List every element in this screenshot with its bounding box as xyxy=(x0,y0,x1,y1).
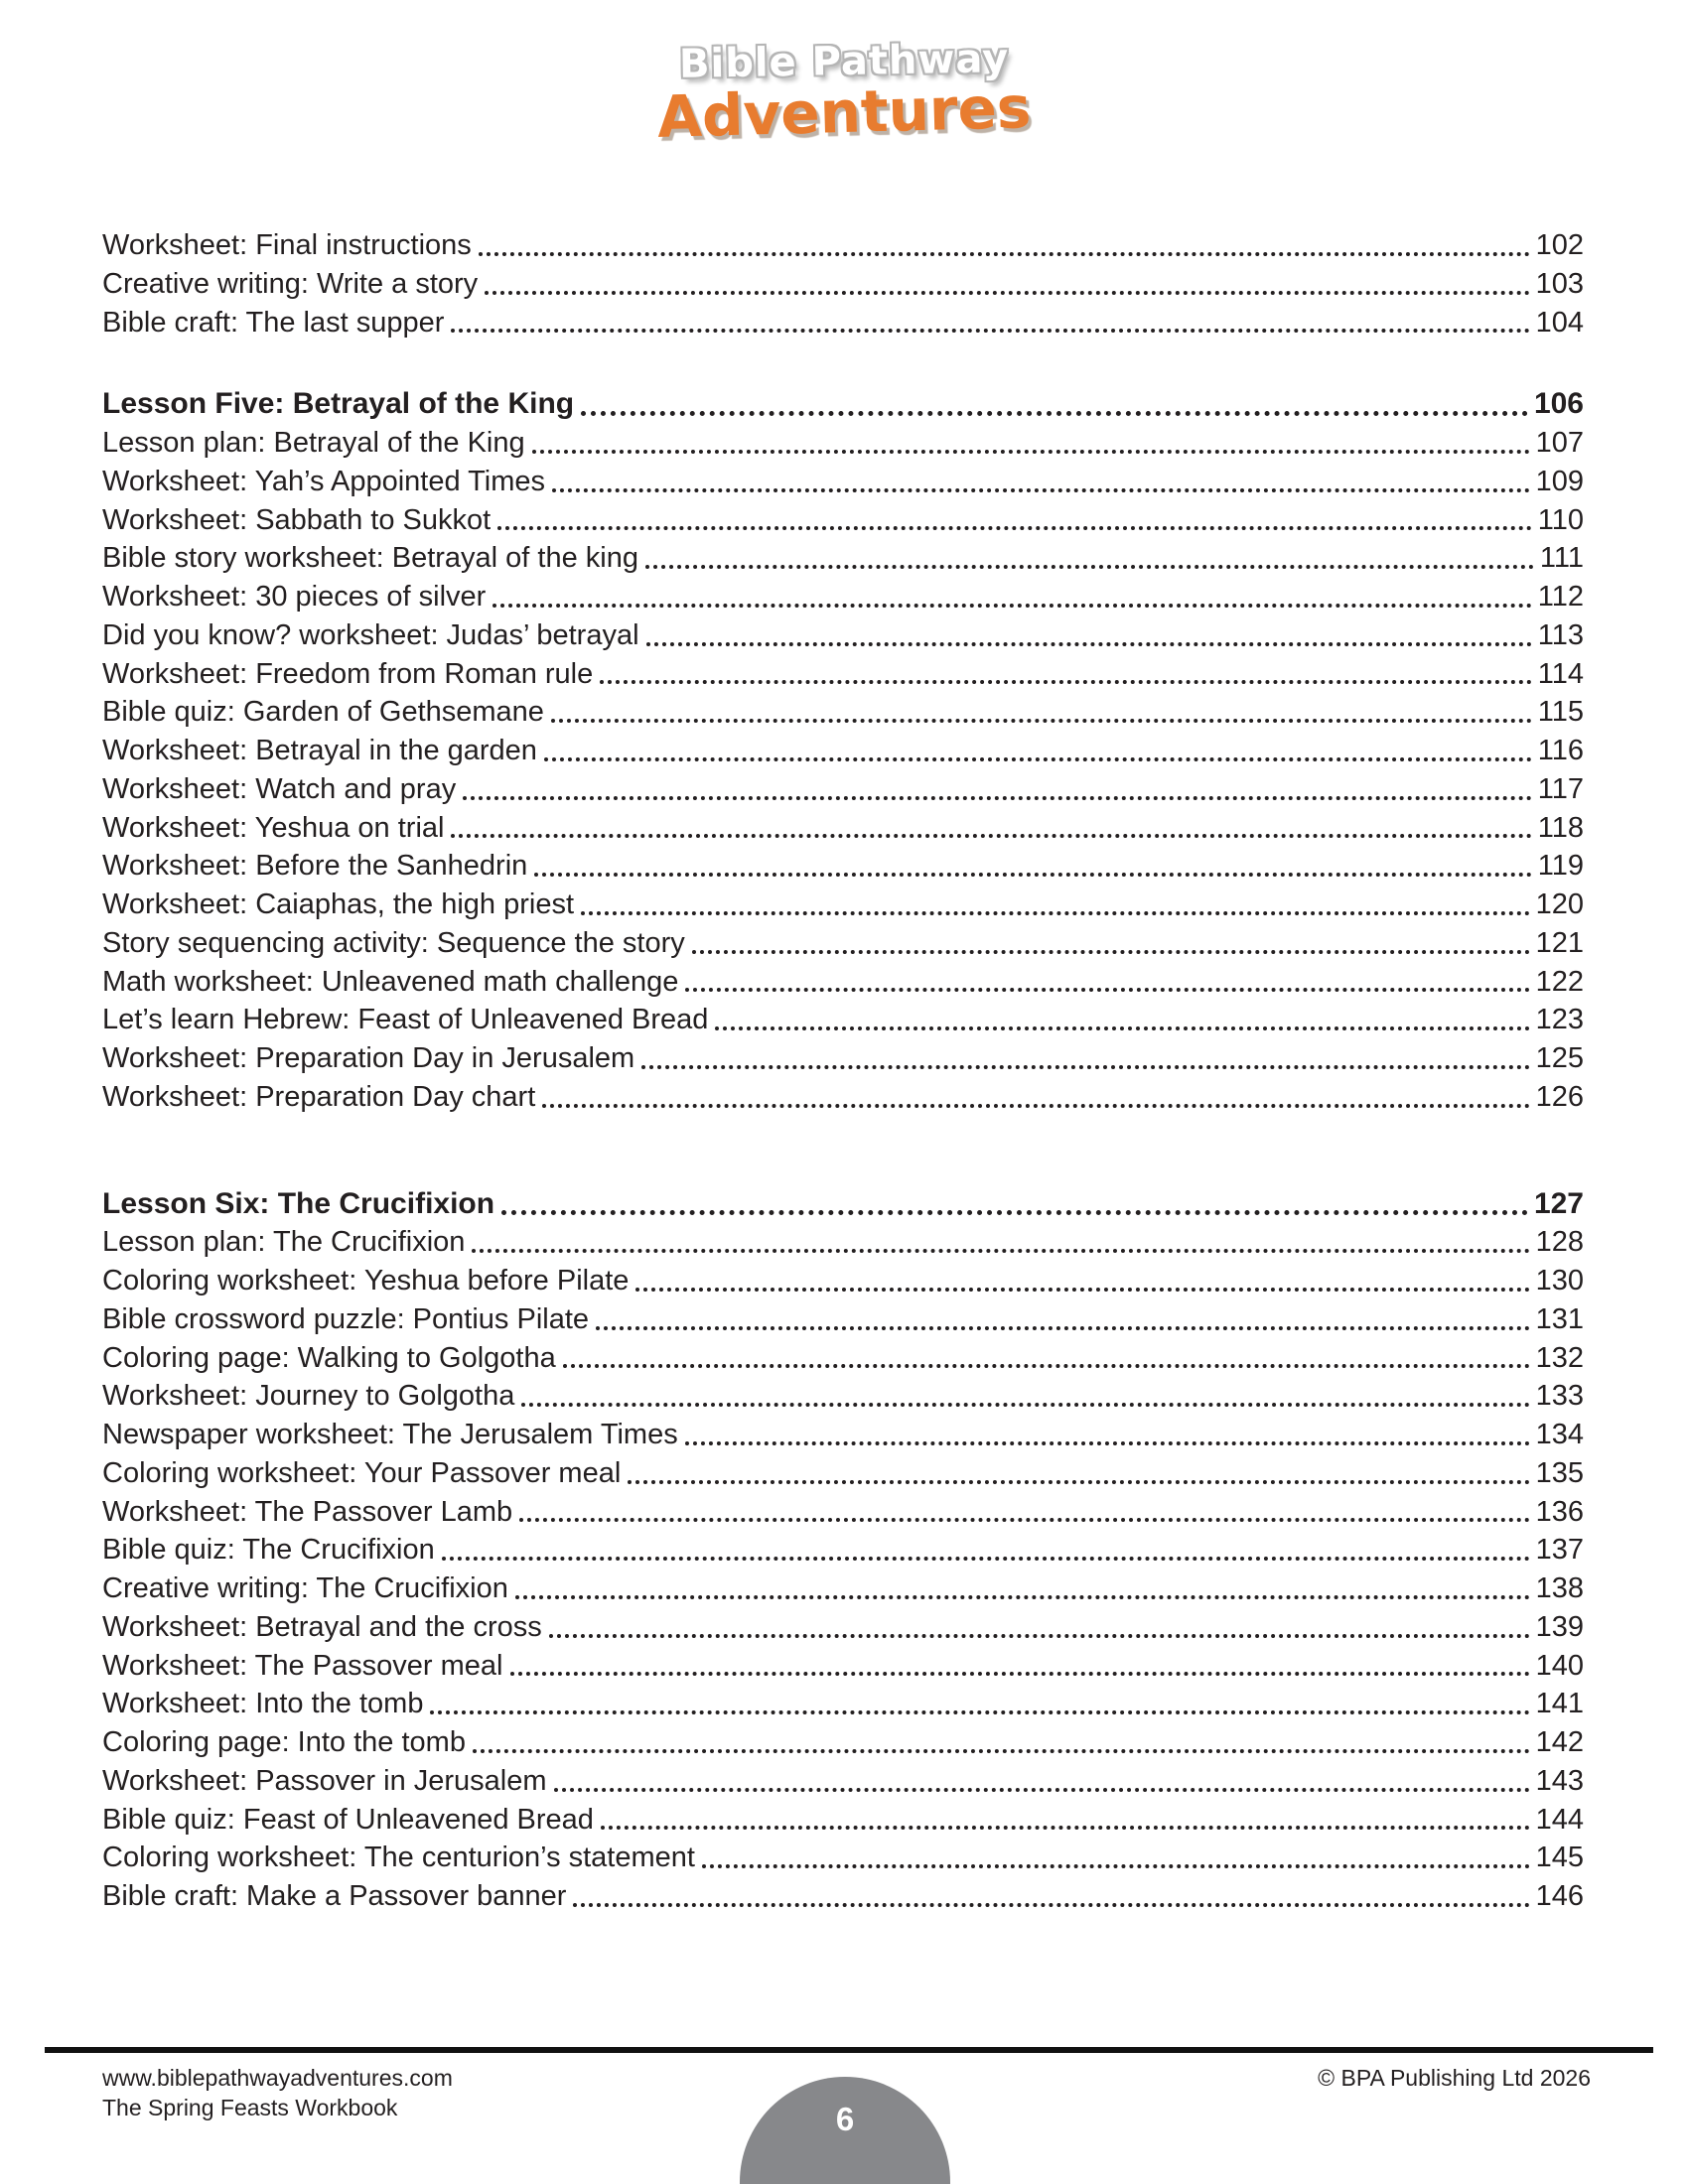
dot-leader xyxy=(692,950,1530,954)
footer-left xyxy=(102,2063,453,2122)
entry-title: Worksheet: Final instructions xyxy=(102,229,472,261)
dot-leader xyxy=(702,1864,1530,1868)
toc-entry[interactable] xyxy=(102,770,1584,809)
toc-entry[interactable] xyxy=(102,963,1584,1002)
entry-page-number: 111 xyxy=(1539,542,1584,575)
entry-page-number: 121 xyxy=(1535,926,1584,959)
entry-title: Worksheet: The Passover meal xyxy=(102,1649,503,1682)
dot-leader xyxy=(600,680,1532,684)
dot-leader xyxy=(685,1441,1530,1445)
toc-entry[interactable] xyxy=(102,1608,1584,1647)
toc-section xyxy=(102,1185,1584,1916)
entry-page-number: 125 xyxy=(1535,1042,1584,1074)
entry-page-number: 145 xyxy=(1535,1842,1584,1874)
toc-entry[interactable] xyxy=(102,886,1584,924)
dot-leader xyxy=(473,1749,1530,1753)
entry-page-number: 118 xyxy=(1537,811,1584,844)
footer-workbook-title: The Spring Feasts Workbook xyxy=(102,2095,398,2120)
toc-section-heading[interactable] xyxy=(102,385,1584,424)
entry-page-number: 127 xyxy=(1533,1186,1584,1220)
dot-leader xyxy=(497,526,1532,530)
entry-title: Lesson Six: The Crucifixion xyxy=(102,1186,495,1220)
entry-title: Creative writing: The Crucifixion xyxy=(102,1572,508,1604)
dot-leader xyxy=(581,411,1528,416)
toc-entry[interactable] xyxy=(102,265,1584,304)
toc-entry[interactable] xyxy=(102,1078,1584,1117)
toc-section xyxy=(102,226,1584,341)
entry-title: Story sequencing activity: Sequence the story xyxy=(102,926,685,959)
toc-entry[interactable] xyxy=(102,847,1584,886)
entry-page-number: 114 xyxy=(1537,657,1584,690)
entry-page-number: 143 xyxy=(1535,1764,1584,1797)
footer-copyright: © BPA Publishing Ltd 2026 xyxy=(1318,2065,1591,2091)
dot-leader xyxy=(573,1903,1529,1907)
entry-page-number: 116 xyxy=(1537,735,1584,766)
toc-entry[interactable] xyxy=(102,1801,1584,1840)
toc-entry[interactable] xyxy=(102,463,1584,501)
entry-title: Worksheet: Freedom from Roman rule xyxy=(102,657,594,690)
dot-leader xyxy=(521,1403,1529,1407)
entry-title: Coloring page: Into the tomb xyxy=(102,1726,466,1758)
entry-page-number: 142 xyxy=(1535,1726,1584,1758)
entry-page-number: 120 xyxy=(1535,888,1584,920)
dot-leader xyxy=(563,1364,1530,1368)
toc-entry[interactable] xyxy=(102,1223,1584,1262)
toc-entry[interactable] xyxy=(102,1416,1584,1454)
entry-page-number: 144 xyxy=(1535,1803,1584,1836)
toc-entry[interactable] xyxy=(102,1570,1584,1608)
entry-page-number: 115 xyxy=(1537,696,1584,729)
entry-title: Did you know? worksheet: Judas’ betrayal xyxy=(102,618,639,651)
entry-title: Bible story worksheet: Betrayal of the king xyxy=(102,542,638,575)
entry-title: Bible crossword puzzle: Pontius Pilate xyxy=(102,1302,590,1335)
toc-entry[interactable] xyxy=(102,1454,1584,1493)
toc-entry[interactable] xyxy=(102,1839,1584,1877)
toc-entry[interactable] xyxy=(102,1877,1584,1916)
entry-title: Lesson plan: Betrayal of the King xyxy=(102,427,525,459)
toc-entry[interactable] xyxy=(102,1339,1584,1378)
toc-entry[interactable] xyxy=(102,732,1584,770)
entry-title: Worksheet: The Passover Lamb xyxy=(102,1495,513,1528)
toc-entry[interactable] xyxy=(102,1685,1584,1723)
page-number-value: 6 xyxy=(835,2101,855,2137)
dot-leader xyxy=(628,1480,1529,1484)
entry-page-number: 132 xyxy=(1535,1341,1584,1374)
toc-entry[interactable] xyxy=(102,578,1584,616)
toc-entry[interactable] xyxy=(102,1531,1584,1570)
dot-leader xyxy=(492,604,1531,608)
entry-title: Bible craft: Make a Passover banner xyxy=(102,1880,567,1912)
entry-title: Worksheet: Yah’s Appointed Times xyxy=(102,465,546,497)
toc-entry[interactable] xyxy=(102,226,1584,265)
toc-entry[interactable] xyxy=(102,1493,1584,1532)
entry-title: Worksheet: Caiaphas, the high priest xyxy=(102,888,575,920)
entry-page-number: 131 xyxy=(1535,1302,1584,1335)
toc-entry[interactable] xyxy=(102,1001,1584,1039)
entry-page-number: 113 xyxy=(1537,618,1584,651)
entry-title: Worksheet: Yeshua on trial xyxy=(102,811,445,844)
entry-page-number: 117 xyxy=(1537,772,1584,805)
dot-leader xyxy=(510,1672,1530,1676)
entry-title: Coloring worksheet: Yeshua before Pilate xyxy=(102,1265,630,1297)
entry-page-number: 137 xyxy=(1535,1534,1584,1567)
dot-leader xyxy=(451,329,1529,333)
toc-entry[interactable] xyxy=(102,424,1584,463)
entry-page-number: 141 xyxy=(1535,1688,1584,1720)
toc-entry[interactable] xyxy=(102,924,1584,963)
dot-leader xyxy=(715,1026,1529,1030)
entry-page-number: 133 xyxy=(1535,1380,1584,1413)
entry-title: Worksheet: Sabbath to Sukkot xyxy=(102,503,492,536)
entry-title: Lesson plan: The Crucifixion xyxy=(102,1226,466,1259)
entry-page-number: 122 xyxy=(1535,965,1584,998)
entry-page-number: 123 xyxy=(1535,1004,1584,1036)
dot-leader xyxy=(645,565,1534,569)
dot-leader xyxy=(581,911,1530,915)
entry-page-number: 130 xyxy=(1535,1265,1584,1297)
entry-title: Bible quiz: Garden of Gethsemane xyxy=(102,696,544,729)
entry-page-number: 139 xyxy=(1535,1610,1584,1643)
entry-page-number: 119 xyxy=(1537,850,1584,883)
entry-title: Creative writing: Write a story xyxy=(102,267,479,300)
dot-leader xyxy=(552,488,1530,492)
entry-page-number: 109 xyxy=(1535,465,1584,497)
entry-title: Worksheet: Betrayal in the garden xyxy=(102,735,537,766)
toc-entry[interactable] xyxy=(102,693,1584,732)
entry-title: Worksheet: 30 pieces of silver xyxy=(102,581,487,613)
entry-title: Bible quiz: Feast of Unleavened Bread xyxy=(102,1803,594,1836)
toc-entry[interactable] xyxy=(102,1647,1584,1686)
toc-entry[interactable] xyxy=(102,616,1584,655)
entry-page-number: 110 xyxy=(1537,503,1584,536)
dot-leader xyxy=(554,1788,1530,1792)
dot-leader xyxy=(544,757,1532,761)
toc-entry[interactable] xyxy=(102,1377,1584,1416)
toc-section xyxy=(102,385,1584,1116)
entry-title: Let’s learn Hebrew: Feast of Unleavened Bread xyxy=(102,1004,709,1036)
dot-leader xyxy=(485,291,1529,295)
entry-page-number: 107 xyxy=(1535,427,1584,459)
entry-title: Coloring worksheet: The centurion’s statement xyxy=(102,1842,695,1874)
entry-page-number: 102 xyxy=(1535,229,1584,261)
dot-leader xyxy=(515,1595,1530,1599)
entry-title: Bible craft: The last supper xyxy=(102,306,445,339)
dot-leader xyxy=(641,1065,1529,1069)
dot-leader xyxy=(542,1104,1529,1108)
entry-page-number: 126 xyxy=(1535,1080,1584,1113)
dot-leader xyxy=(549,1634,1530,1638)
dot-leader xyxy=(442,1557,1530,1561)
dot-leader xyxy=(601,1826,1530,1830)
toc-entry[interactable] xyxy=(102,501,1584,540)
entry-title: Coloring page: Walking to Golgotha xyxy=(102,1341,556,1374)
dot-leader xyxy=(479,252,1530,256)
dot-leader xyxy=(551,719,1532,723)
toc-entry[interactable] xyxy=(102,1723,1584,1762)
entry-title: Coloring worksheet: Your Passover meal xyxy=(102,1456,622,1489)
dot-leader xyxy=(463,796,1532,800)
dot-leader xyxy=(532,450,1530,454)
dot-leader xyxy=(596,1326,1530,1330)
dot-leader xyxy=(451,834,1531,838)
dot-leader xyxy=(501,1210,1528,1215)
entry-title: Worksheet: Preparation Day in Jerusalem xyxy=(102,1042,635,1074)
footer-website-link[interactable]: www.biblepathwayadventures.com xyxy=(102,2065,453,2091)
toc-entry[interactable] xyxy=(102,655,1584,694)
entry-page-number: 140 xyxy=(1535,1649,1584,1682)
entry-page-number: 128 xyxy=(1535,1226,1584,1259)
logo-text-bible-pathway: Bible Pathway xyxy=(678,36,1010,87)
entry-page-number: 103 xyxy=(1535,267,1584,300)
entry-title: Worksheet: Passover in Jerusalem xyxy=(102,1764,547,1797)
entry-title: Lesson Five: Betrayal of the King xyxy=(102,387,575,421)
toc-entry[interactable] xyxy=(102,1262,1584,1300)
entry-page-number: 106 xyxy=(1533,387,1584,421)
logo-text-adventures: Adventures xyxy=(656,73,1032,151)
entry-page-number: 136 xyxy=(1535,1495,1584,1528)
entry-page-number: 135 xyxy=(1535,1456,1584,1489)
toc-entry[interactable] xyxy=(102,539,1584,578)
entry-page-number: 134 xyxy=(1535,1419,1584,1450)
entry-page-number: 138 xyxy=(1535,1572,1584,1604)
dot-leader xyxy=(646,642,1532,646)
toc-entry[interactable] xyxy=(102,809,1584,848)
entry-page-number: 104 xyxy=(1535,306,1584,339)
dot-leader xyxy=(534,873,1531,877)
entry-title: Worksheet: Into the tomb xyxy=(102,1688,424,1720)
dot-leader xyxy=(430,1710,1529,1714)
entry-page-number: 112 xyxy=(1537,581,1584,613)
footer-divider-rule xyxy=(45,2047,1653,2053)
toc-list xyxy=(102,226,1584,1916)
toc-entry[interactable] xyxy=(102,1762,1584,1801)
entry-page-number: 146 xyxy=(1535,1880,1584,1912)
entry-title: Worksheet: Betrayal and the cross xyxy=(102,1610,542,1643)
toc-entry[interactable] xyxy=(102,1300,1584,1339)
dot-leader xyxy=(472,1249,1529,1253)
page-number-badge xyxy=(740,2077,950,2184)
entry-title: Worksheet: Before the Sanhedrin xyxy=(102,850,528,883)
entry-title: Worksheet: Journey to Golgotha xyxy=(102,1380,515,1413)
dot-leader xyxy=(635,1288,1529,1292)
entry-title: Worksheet: Preparation Day chart xyxy=(102,1080,536,1113)
logo xyxy=(0,36,1688,151)
toc-section-heading[interactable] xyxy=(102,1185,1584,1224)
entry-title: Newspaper worksheet: The Jerusalem Times xyxy=(102,1419,678,1450)
entry-title: Math worksheet: Unleavened math challenge xyxy=(102,965,679,998)
entry-title: Bible quiz: The Crucifixion xyxy=(102,1534,435,1567)
dot-leader xyxy=(685,988,1529,992)
toc-entry[interactable] xyxy=(102,304,1584,342)
toc-entry[interactable] xyxy=(102,1039,1584,1078)
dot-leader xyxy=(519,1518,1529,1522)
entry-title: Worksheet: Watch and pray xyxy=(102,772,457,805)
